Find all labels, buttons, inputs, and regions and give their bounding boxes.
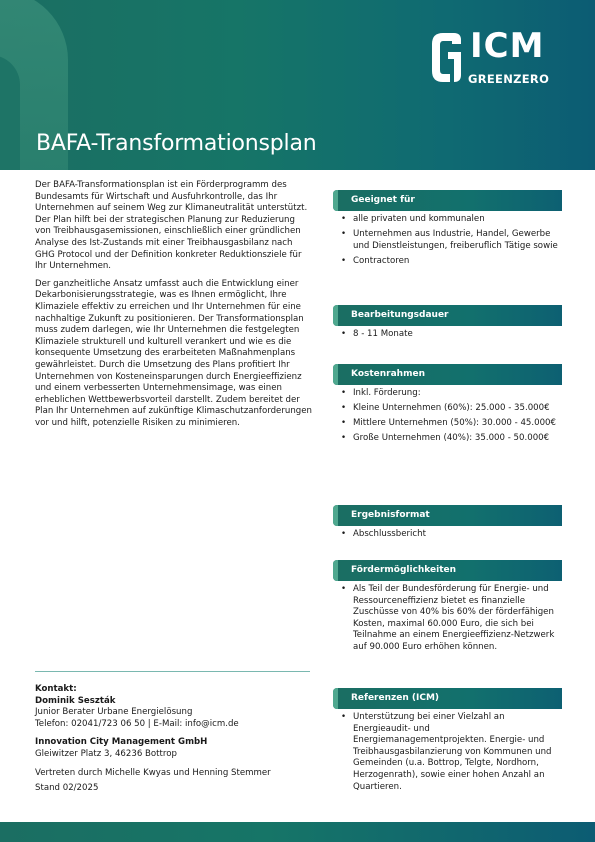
list-item: • Unterstützung bei einer Vielzahl an Energieaudit- und Energiemanagementprojekten. Energie- und Treibhausgasbilanzierung von Kommunen und Gemeinden (u.a. Bottrop, Telgte, Nordhorn, Herzogenrath), sowie einer hohen Anzahl an Quartieren.: [339, 712, 561, 793]
list-item: • 8 - 11 Monate: [339, 329, 561, 341]
list-item: • Kleine Unternehmen (60%): 25.000 - 35.000€: [339, 403, 561, 415]
section-list-suitable: [339, 214, 561, 271]
decorative-shape-inner: [0, 55, 20, 170]
logo-subline: GREENZERO: [468, 72, 550, 86]
section-list-duration: [339, 329, 561, 344]
logo-mark-icon: [426, 28, 466, 88]
header-banner: [0, 0, 595, 170]
logo-wordmark: ICM: [470, 26, 545, 66]
list-item: • Inkl. Förderung:: [339, 388, 561, 400]
list-item: • Abschlussbericht: [339, 529, 561, 541]
section-heading-costs: Kostenrahmen: [333, 364, 562, 385]
icm-greenzero-logo: [426, 28, 566, 90]
section-heading-funding: Fördermöglichkeiten: [333, 560, 562, 581]
intro-text: [35, 180, 313, 429]
footer-bar: [0, 822, 595, 842]
contact-role: Junior Berater Urbane Energielösung: [35, 707, 193, 718]
contact-label: Kontakt:: [35, 684, 77, 694]
page-title: BAFA-Transformationsplan: [36, 131, 317, 156]
list-item: • Große Unternehmen (40%): 35.000 - 50.000€: [339, 433, 561, 445]
list-item: • Contractoren: [339, 256, 561, 268]
section-heading-references: Referenzen (ICM): [333, 688, 562, 709]
company-name: Innovation City Management GmbH: [35, 737, 208, 748]
list-item: • alle privaten und kommunalen: [339, 214, 561, 226]
section-list-funding: [339, 584, 561, 657]
intro-paragraph: Der BAFA-Transformationsplan ist ein Förderprogramm des Bundesamts für Wirtschaft und Ausfuhrkontrolle, das Ihr Unternehmen auf seinem Weg zur Klimaneutralität unterstützt. Der Plan hilft bei der strategischen Planung zur Reduzierung von Treibhausgasemissionen, einschließlich einer gründlichen Analyse des Ist-Zustands mit einer Treibhausgasbilanz nach GHG Protocol und der Definition konkreter Reduktionsziele für Ihr Unternehmen.: [35, 180, 308, 272]
section-heading-result: Ergebnisformat: [333, 505, 562, 526]
document-date: Stand 02/2025: [35, 783, 99, 794]
represented-by: Vertreten durch Michelle Kwyas und Henning Stemmer: [35, 767, 271, 778]
contact-name: Dominik Seszták: [35, 695, 116, 706]
list-item: • Mittlere Unternehmen (50%): 30.000 - 45.000€: [339, 418, 561, 430]
section-heading-suitable: Geeignet für: [333, 190, 562, 211]
contact-phone-email: Telefon: 02041/723 06 50 | E-Mail: info@icm.de: [35, 718, 239, 729]
list-item: • Als Teil der Bundesförderung für Energie- und Ressourceneffizienz bietet es finanzielle Zuschüsse von 40% bis 60% der förderfähigen Kosten, maximal 60.000 Euro, die sich bei Teilnahme an einem Energieeffizienz-Netzwerk auf 90.000 Euro erhöhen können.: [339, 584, 561, 654]
section-list-result: [339, 529, 561, 544]
contact-block: [35, 684, 325, 795]
company-address: Gleiwitzer Platz 3, 46236 Bottrop: [35, 748, 177, 759]
intro-paragraph: Der ganzheitliche Ansatz umfasst auch die Entwicklung einer Dekarbonisierungsstrategie, was es Ihnen ermöglicht, Ihre Klimaziele effektiv zu erreichen und Ihr Unternehmen für eine nachhaltige Zukunft zu positionieren. Der Transformationsplan muss zudem darlegen, wie Ihr Unternehmen die festgelegten Klimaziele strukturell und kulturell verankert und wie es die konsequente Umsetzung des erarbeiteten Maßnahmenplans gewährleistet. Durch die Umsetzung des Plans profitiert Ihr Unternehmen von Kosteneinsparungen durch Energieeffizienz und einem verbesserten Unternehmensimage, was einen erheblichen Wettbewerbsvorteil darstellt. Zudem bereitet der Plan Ihr Unternehmen auf zukünftige Klimaschutzanforderungen vor und hilft, potenzielle Risiken zu minimieren.: [35, 278, 312, 428]
section-heading-duration: Bearbeitungsdauer: [333, 305, 562, 326]
divider: [35, 671, 310, 672]
section-list-costs: [339, 388, 561, 448]
list-item: • Unternehmen aus Industrie, Handel, Gewerbe und Dienstleistungen, freiberuflich Tätige sowie: [339, 229, 561, 252]
section-list-references: [339, 712, 561, 797]
